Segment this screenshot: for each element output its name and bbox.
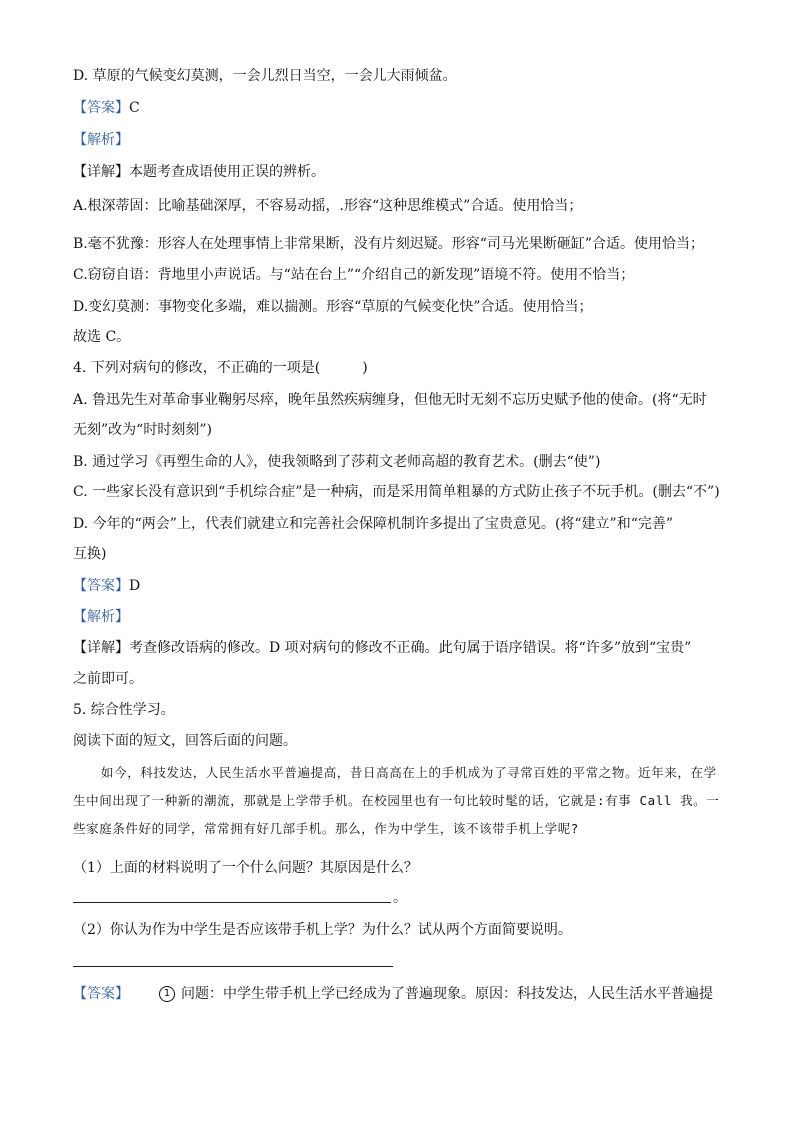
answer-text: 问题：中学生带手机上学已经成为了普遍现象。原因：科技发达，人民生活水平普遍提 — [181, 986, 713, 1002]
q4-option-b: B. 通过学习《再塑生命的人》，使我领略到了莎莉文老师高超的教育艺术。(删去“使”) — [73, 454, 601, 470]
q3-explain-c: C.窃窃自语：背地里小声说话。与“站在台上”“介绍自己的新发现”语境不符。使用不恰当； — [73, 267, 635, 283]
detail-tag: 【详解】 — [73, 640, 129, 656]
q5-instruction: 阅读下面的短文，回答后面的问题。 — [73, 733, 297, 749]
q3-answer-line — [73, 98, 140, 118]
q5-stem: 5. 综合性学习。 — [73, 702, 175, 718]
detail-tag: 【详解】 — [73, 164, 129, 180]
answer-tag: 【答案】 — [73, 578, 129, 594]
q5-answer-line — [73, 984, 713, 1004]
q4-option-d-line1: D. 今年的“两会”上，代表们就建立和完善社会保障机制许多提出了宝贵意见。(将“建立”和“完善” — [73, 516, 674, 532]
q4-answer-line — [73, 576, 140, 596]
q3-conclusion: 故选 C。 — [73, 329, 131, 345]
q5-subquestion-2: （2）你认为作为中学生是否应该带手机上学？为什么？试从两个方面简要说明。 — [73, 922, 572, 938]
q4-option-a-line2: 无刻”改为“时时刻刻”) — [73, 422, 212, 438]
q3-explain-a: A.根深蒂固：比喻基础深厚，不容易动摇，.形容“这种思维模式”合适。使用恰当； — [73, 198, 583, 214]
answer-tag: 【答案】 — [73, 986, 129, 1002]
q4-option-d-line2: 互换) — [73, 546, 107, 562]
answer-value: D — [129, 578, 141, 594]
detail-text: 考查修改语病的修改。D 项对病句的修改不正确。此句属于语序错误。将“许多”放到“宝贵” — [129, 640, 692, 656]
detail-text: 本题考查成语使用正误的辨析。 — [129, 164, 325, 180]
q3-option-d: D. 草原的气候变幻莫测，一会儿烈日当空，一会儿大雨倾盆。 — [73, 68, 457, 84]
q5-subquestion-1-end: 。 — [393, 890, 407, 906]
q3-explain-d: D.变幻莫测：事物变化多端，难以揣测。形容“草原的气候变化快”合适。使用恰当； — [73, 299, 593, 315]
q3-analysis-tag: 【解析】 — [73, 132, 129, 148]
answer-blank-line-1 — [73, 902, 391, 903]
q4-analysis-tag: 【解析】 — [73, 609, 129, 625]
q3-explain-b: B.毫不犹豫：形容人在处理事情上非常果断，没有片刻迟疑。形容“司马光果断砸缸”合适。使用恰当； — [73, 236, 705, 252]
q4-stem: 4. 下列对病句的修改，不正确的一项是( ) — [73, 360, 368, 376]
answer-tag: 【答案】 — [73, 100, 129, 116]
q4-option-a-line1: A. 鲁迅先生对革命事业鞠躬尽瘁，晚年虽然疾病缠身，但他无时无刻不忘历史赋予他的使命。(将“无时 — [73, 392, 707, 408]
answer-blank-line-2 — [73, 966, 393, 967]
q3-detail-line — [73, 162, 325, 182]
q5-subquestion-1: （1）上面的材料说明了一个什么问题？其原因是什么？ — [73, 860, 418, 876]
q4-detail-line2: 之前即可。 — [73, 671, 143, 687]
q4-detail-line1 — [73, 638, 691, 658]
answer-value: C — [129, 100, 140, 116]
circled-number-1-icon: 1 — [159, 986, 175, 1002]
q4-option-c: C. 一些家长没有意识到“手机综合症”是一种病，而是采用简单粗暴的方式防止孩子不玩手机。(删去“不”) — [73, 484, 720, 500]
q5-passage: 如今，科技发达，人民生活水平普遍提高，昔日高高在上的手机成为了寻常百姓的平常之物。近年来，在学生中间出现了一种新的潮流，那就是上学带手机。在校园里也有一句比较时髦的话，它就是:有事 Call 我。一些家庭条件好的同学，常常拥有好几部手机。那么，作为中学生，该不该带手机上学呢? — [73, 765, 720, 836]
